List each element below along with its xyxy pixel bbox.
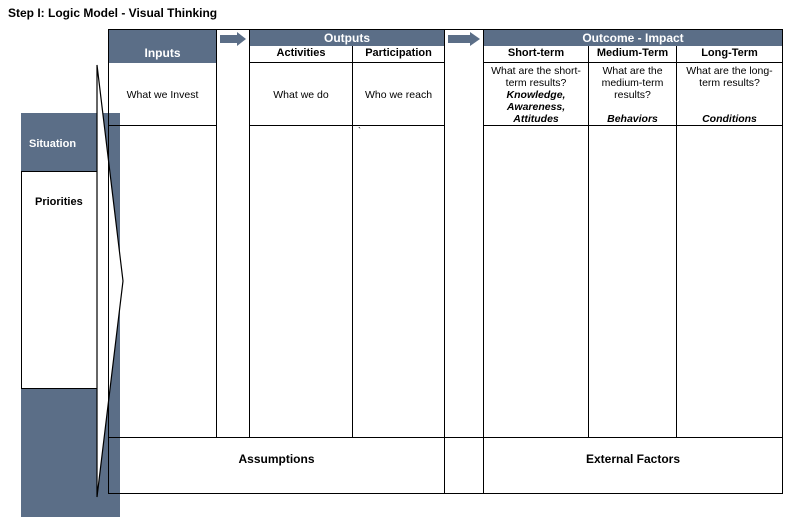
outcome-header-label: Outcome - Impact <box>582 31 684 45</box>
column-divider <box>444 29 445 494</box>
short-term-cell <box>486 65 586 125</box>
short-term-emphasis-knowledge: Knowledge, <box>506 89 566 101</box>
assumptions-label: Assumptions <box>238 452 315 466</box>
prompt-row-divider <box>483 125 783 126</box>
subheader-underline <box>484 62 782 63</box>
column-divider <box>676 46 677 438</box>
prompt-row-divider <box>249 125 445 126</box>
participation-prompt: Who we reach <box>364 89 433 101</box>
outputs-header-label: Outputs <box>324 31 370 45</box>
inputs-prompt: What we Invest <box>126 89 199 101</box>
medium-term-emphasis: Behaviors <box>607 113 658 125</box>
activities-header: Activities <box>276 47 326 59</box>
page-title: Step I: Logic Model - Visual Thinking <box>8 6 218 20</box>
activities-prompt: What we do <box>273 89 329 101</box>
short-term-header: Short-term <box>507 47 565 59</box>
subheader-underline <box>250 62 444 63</box>
outcome-header <box>484 30 782 46</box>
long-term-header: Long-Term <box>701 47 758 59</box>
arrow-right-icon <box>446 31 482 47</box>
arrow-right-icon <box>218 31 248 47</box>
column-divider <box>216 29 217 438</box>
column-divider <box>483 29 484 494</box>
medium-term-header: Medium-Term <box>596 47 669 59</box>
short-term-emphasis-awareness: Awareness, <box>506 101 566 113</box>
inputs-header-label: Inputs <box>144 45 181 60</box>
footer-divider <box>108 437 783 438</box>
participation-header: Participation <box>365 47 432 59</box>
outputs-header <box>250 30 444 46</box>
long-term-emphasis: Conditions <box>702 113 757 125</box>
priorities-label: Priorities <box>35 196 83 208</box>
column-divider <box>352 46 353 438</box>
prompt-row-divider <box>108 125 217 126</box>
participation-note: ` <box>358 126 361 136</box>
long-term-prompt: What are the long-term results? <box>686 65 773 89</box>
column-divider <box>588 46 589 438</box>
inputs-header <box>109 30 216 63</box>
external-factors-label: External Factors <box>585 452 681 466</box>
short-term-prompt: What are the short-term results? <box>491 65 581 89</box>
situation-label: Situation <box>29 138 77 150</box>
medium-term-prompt: What are the medium-term results? <box>601 65 664 101</box>
short-term-emphasis-attitudes: Attitudes <box>513 113 559 125</box>
